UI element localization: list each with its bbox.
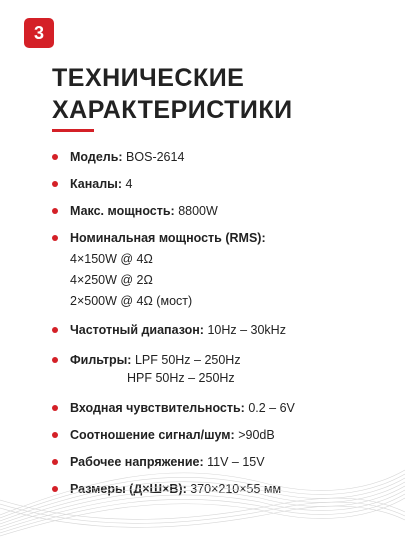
wave-lines [0, 470, 405, 536]
bullet-icon [52, 405, 58, 411]
spec-item-model [52, 148, 392, 166]
spec-label: Входная чувствительность: [70, 401, 245, 415]
page-number-badge: 3 [24, 18, 54, 48]
spec-value-line: 4×150W @ 4Ω [70, 252, 153, 266]
spec-label: Номинальная мощность (RMS): [70, 231, 266, 245]
spec-item-rms-power [52, 229, 392, 310]
spec-value-line: 2×500W @ 4Ω (мост) [70, 294, 193, 308]
spec-label: Каналы: [70, 177, 123, 191]
spec-value: 8800W [178, 204, 218, 218]
spec-label: Частотный диапазон: [70, 323, 204, 337]
spec-item-filters [52, 351, 392, 387]
spec-value: >90dB [238, 428, 275, 442]
spec-value: LPF 50Hz – 250Hz [134, 353, 241, 367]
spec-value: 4 [125, 177, 133, 191]
bullet-icon [52, 208, 58, 214]
spec-value: 370×210×55 мм [190, 482, 282, 496]
spec-value: 10Hz – 30kHz [207, 323, 286, 337]
bullet-icon [52, 181, 58, 187]
page-title-line-1: ТЕХНИЧЕСКИЕ [52, 64, 245, 92]
spec-label: Фильтры: [70, 353, 132, 367]
spec-item-max-power [52, 202, 392, 220]
spec-value: BOS-2614 [126, 150, 185, 164]
spec-item-channels [52, 175, 392, 193]
spec-value: 11V – 15V [207, 455, 265, 469]
spec-value-line: HPF 50Hz – 250Hz [127, 371, 235, 385]
bullet-icon [52, 235, 58, 241]
spec-item-frequency-range [52, 321, 392, 339]
spec-label: Рабочее напряжение: [70, 455, 204, 469]
bullet-icon [52, 154, 58, 160]
spec-label: Модель: [70, 150, 123, 164]
spec-label: Соотношение сигнал/шум: [70, 428, 235, 442]
wave-decoration [0, 420, 405, 540]
spec-label: Размеры (Д×Ш×В): [70, 482, 187, 496]
bullet-icon [52, 327, 58, 333]
page-title-line-2: ХАРАКТЕРИСТИКИ [52, 96, 293, 124]
bullet-icon [52, 357, 58, 363]
title-divider [52, 129, 94, 132]
spec-value: 0.2 – 6V [248, 401, 295, 415]
spec-item-input-sensitivity [52, 399, 392, 417]
spec-label: Макс. мощность: [70, 204, 175, 218]
page-title [52, 62, 372, 126]
spec-value-line: 4×250W @ 2Ω [70, 273, 153, 287]
